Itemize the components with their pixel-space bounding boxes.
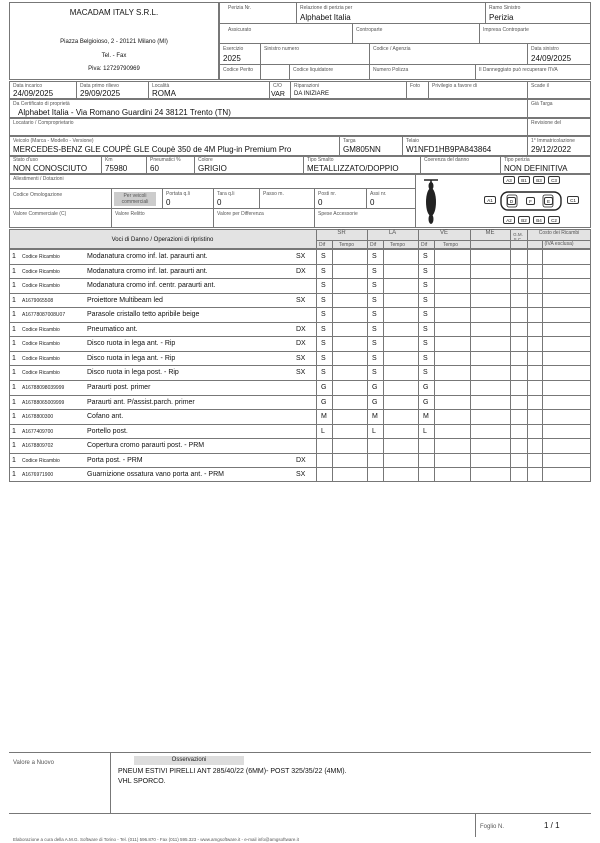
divider (76, 81, 77, 99)
perizia-nr-label: Perizia Nr. (228, 5, 252, 11)
divider (475, 64, 476, 80)
row-code: A16778087008U07 (22, 312, 66, 319)
diagram-box-a2: A2 (503, 216, 515, 224)
divider (289, 64, 290, 80)
divider (485, 2, 486, 23)
assi-value: 0 (370, 198, 375, 207)
row-qty: 1 (12, 253, 16, 260)
dif-la: Dif (370, 242, 377, 248)
divider (527, 118, 528, 136)
row-qty: 1 (12, 413, 16, 421)
row-code: Codice Ricambio (22, 370, 60, 377)
diagram-box-c3: C3 (548, 176, 560, 184)
dif-ve: Dif (421, 242, 428, 248)
table-title: Voci di Danno / Operazioni di ripristino (111, 237, 214, 243)
divider (527, 99, 528, 118)
tara-value: 0 (217, 198, 222, 207)
row-qty: 1 (12, 456, 16, 464)
row-code: Codice Ricambio (22, 268, 60, 275)
row-sr: S (321, 325, 326, 333)
divider (527, 81, 528, 99)
numero-polizza-label: Numero Polizza (373, 67, 409, 73)
valore-commerciale-label: Valore Commerciale (C) (13, 211, 67, 217)
localita-value: ROMA (152, 89, 176, 98)
riparazioni-value: DA INIZIARE (294, 91, 330, 97)
data-incarico-label: Data incarico (13, 83, 43, 89)
targa-value: GM805NN (343, 145, 381, 154)
group-sr: SR (337, 230, 346, 236)
tipo-perizia-label: Tipo perizia (504, 157, 530, 163)
row-code: Codice Ricambio (22, 355, 60, 362)
colore-label: Colore (198, 157, 213, 163)
data-sinistro-label: Data sinistro (531, 46, 559, 52)
controparte-label: Controparte (356, 27, 383, 33)
veicolo-value: MERCEDES-BENZ GLE COUPÈ GLE Coupè 350 de 4M Plug-in Premium Pro (13, 145, 292, 154)
osservazioni-label: Osservazioni (171, 757, 207, 763)
coerenza-label: Coerenza del danno (424, 157, 470, 163)
row-qty: 1 (12, 340, 16, 348)
row-description: Modanatura cromo inf. centr. paraurti ant. (87, 282, 216, 290)
km-value: 75980 (105, 164, 128, 173)
row-la: S (372, 340, 377, 348)
row-qty: 1 (12, 354, 16, 362)
group-me: ME (485, 230, 495, 236)
divider (316, 240, 591, 241)
row-code: A1678800300 (22, 414, 54, 421)
divider (9, 208, 415, 209)
localita-label: Località (152, 83, 170, 89)
divider (406, 81, 407, 99)
data-primo-label: Data primo rilievo (80, 83, 119, 89)
row-ve: S (423, 369, 428, 377)
passo-label: Passo m. (263, 191, 284, 197)
divider (314, 188, 315, 228)
row-code: A1677409700 (22, 428, 54, 435)
gia-targa-label: Già Targa (531, 101, 553, 107)
row-side: DX (296, 340, 306, 348)
divider (479, 23, 480, 43)
divider (9, 813, 591, 814)
smalto-label: Tipo Smalto (307, 157, 334, 163)
danneggiato-label: Il Danneggiato può recuperare l'IVA (479, 67, 558, 73)
veicoli-commerciali-label: Per veicoli commerciali (121, 193, 149, 205)
colore-value: GRIGIO (198, 164, 227, 173)
row-qty: 1 (12, 325, 16, 333)
row-code: A16788098039999 (22, 385, 65, 392)
row-side: DX (296, 456, 306, 464)
row-qty: 1 (12, 296, 16, 304)
tempo-la: Tempo (390, 242, 406, 248)
row-sr: S (321, 311, 326, 319)
row-description: Disco ruota in lega post. - Rip (87, 369, 179, 377)
row-side: DX (296, 267, 306, 275)
row-description: Disco ruota in lega ant. - Rip (87, 340, 176, 348)
group-ve: VE (439, 230, 448, 236)
diagram-box-c2: C2 (548, 216, 560, 224)
row-sr: S (321, 267, 326, 275)
row-la: S (372, 267, 377, 275)
co-value: VAR (271, 91, 285, 98)
divider (194, 156, 195, 174)
elaborazione-text: Elaborazione a cura della A.M.G. Software di Torino - Tel. (011) 596.870 - Fax (011) 595.323 - www.amgsoftware.it - e-mail info@amgsoftware.it (13, 837, 299, 842)
diagram-box-d: D (507, 197, 516, 205)
telaio-label: Telaio (406, 138, 420, 144)
osservazioni-line1: PNEUM ESTIVI PIRELLI ANT 285/40/22 (6MM)- POST 325/35/22 (4MM). (118, 768, 347, 775)
divider (296, 2, 297, 23)
relazione-value: Alphabet Italia (300, 13, 351, 22)
row-la: S (372, 325, 377, 333)
row-code: Codice Ricambio (22, 254, 60, 260)
divider (415, 174, 416, 228)
row-description: Portello post. (87, 427, 128, 435)
divider (260, 43, 261, 80)
row-la: S (372, 296, 377, 304)
row-ve: G (423, 384, 429, 392)
portata-label: Portata q.li (166, 191, 190, 197)
divider (269, 81, 270, 99)
row-la: S (372, 282, 377, 290)
row-ve: L (423, 427, 427, 435)
divider (527, 136, 528, 156)
divider (110, 752, 111, 813)
foto-label: Foto (410, 83, 421, 89)
row-description: Proiettore Multibeam led (87, 296, 163, 304)
group-la: LA (388, 230, 397, 236)
row-ve: S (423, 296, 428, 304)
gms-label: G.M. S.C. (513, 232, 523, 242)
diagram-box-f: F (526, 197, 535, 205)
data-incarico-value: 24/09/2025 (13, 89, 54, 98)
impresa-label: Impresa Controparte (483, 27, 529, 33)
row-ve: M (423, 413, 429, 421)
data-sinistro-value: 24/09/2025 (531, 54, 572, 63)
row-sr: S (321, 282, 326, 290)
row-ve: S (423, 325, 428, 333)
diagram-box-b4: B4 (533, 216, 545, 224)
riparazioni-label: Riparazioni (294, 83, 320, 89)
tempo-sr: Tempo (339, 242, 355, 248)
row-qty: 1 (12, 442, 16, 450)
car-damage-diagram (480, 175, 584, 227)
row-qty: 1 (12, 384, 16, 392)
pneumatici-value: 60 (150, 164, 159, 173)
divider (366, 188, 367, 208)
esercizio-label: Esercizio (223, 46, 244, 52)
locatario-label: Locatario / Comproprietario (13, 120, 74, 126)
row-description: Guarnizione ossatura vano porta ant. - PRM (87, 471, 224, 479)
row-qty: 1 (12, 471, 16, 479)
row-ve: S (423, 253, 428, 260)
esercizio-value: 2025 (223, 54, 241, 63)
row-sr: M (321, 413, 327, 421)
row-side: SX (296, 471, 306, 479)
row-description: Modanatura cromo inf. lat. paraurti ant. (87, 267, 208, 275)
row-description: Paraurti ant. P/assist.parch. primer (87, 398, 195, 406)
osservazioni-line2: VHL SPORCO. (118, 778, 166, 785)
data-primo-value: 29/09/2025 (80, 89, 121, 98)
immatricolazione-label: 1° Immatricolazione (531, 138, 575, 144)
proprieta-value: Alphabet Italia - Via Romano Guardini 24 38121 Trento (TN) (18, 108, 231, 117)
stato-uso-value: NON CONOSCIUTO (13, 164, 88, 173)
iva-esclusa-label: (IVA esclusa) (544, 241, 574, 247)
tempo-ve: Tempo (443, 242, 459, 248)
row-qty: 1 (12, 398, 16, 406)
divider (303, 156, 304, 174)
row-sr: G (321, 398, 327, 406)
divider (219, 64, 591, 65)
motorcycle-icon (418, 176, 444, 226)
privilegio-label: Privilegio a favore di (432, 83, 478, 89)
omologazione-label: Codice Omologazione (13, 192, 63, 198)
spese-accessorie-label: Spese Accessorie (318, 211, 358, 217)
company-name: MACADAM ITALY S.R.L. (69, 8, 159, 17)
divider (219, 23, 591, 24)
foglio-label: Foglio N. (480, 824, 505, 830)
row-sr: S (321, 369, 326, 377)
divider (428, 81, 429, 99)
row-side: SX (296, 296, 306, 304)
divider (111, 188, 112, 228)
divider (420, 156, 421, 174)
row-code: A16788065009999 (22, 399, 65, 406)
veicolo-label: Veicolo (Marca - Modello - Versione) (13, 138, 94, 144)
divider (402, 136, 403, 156)
row-sr: S (321, 354, 326, 362)
divider (527, 43, 528, 64)
row-qty: 1 (12, 282, 16, 290)
stato-uso-label: Stato d'uso (13, 157, 38, 163)
divider (213, 188, 214, 228)
relazione-label: Relazione di perizia per (300, 5, 353, 11)
dif-sr: Dif (319, 242, 326, 248)
scadenza-label: Scade il (531, 83, 549, 89)
portata-value: 0 (166, 198, 171, 207)
posti-value: 0 (318, 198, 323, 207)
row-code: Codice Ricambio (22, 326, 60, 333)
row-ve: S (423, 282, 428, 290)
diagram-box-b3: B3 (533, 176, 545, 184)
row-code: Codice Ricambio (22, 457, 60, 464)
foglio-value: 1 / 1 (544, 821, 560, 830)
valore-differenza-label: Valore per Differenza (217, 211, 264, 217)
sinistro-label: Sinistro numero (264, 46, 300, 52)
row-sr: S (321, 296, 326, 304)
row-side: SX (296, 369, 306, 377)
pneumatici-label: Pneumatici % (150, 157, 181, 163)
row-ve: S (423, 267, 428, 275)
row-sr: G (321, 384, 327, 392)
row-ve: S (423, 354, 428, 362)
tipo-perizia-value: NON DEFINITIVA (504, 164, 568, 173)
row-sr: L (321, 427, 325, 435)
divider (101, 156, 102, 174)
codice-liquidatore-label: Codice liquidatore (293, 67, 334, 73)
divider (475, 813, 476, 837)
row-la: S (372, 311, 377, 319)
divider (162, 188, 163, 208)
company-address: Piazza Belgioioso, 2 - 20121 Milano (MI) (60, 39, 168, 45)
divider (146, 156, 147, 174)
row-qty: 1 (12, 267, 16, 275)
diagram-box-a3: A3 (503, 176, 515, 184)
diagram-box-b1: B1 (518, 176, 530, 184)
row-sr: S (321, 340, 326, 348)
diagram-box-b2: B2 (518, 216, 530, 224)
diagram-box-c1: C1 (567, 196, 579, 204)
company-tel-fax: Tel. - Fax (101, 53, 127, 59)
divider (259, 188, 260, 208)
row-la: L (372, 427, 376, 435)
diagram-box-a1: A1 (484, 196, 496, 204)
posti-label: Posti nr. (318, 191, 337, 197)
row-description: Parasole cristallo tetto apribile beige (87, 311, 200, 319)
row-description: Porta post. - PRM (87, 456, 143, 464)
row-description: Paraurti post. primer (87, 384, 151, 392)
row-description: Pneumatico ant. (87, 325, 138, 333)
codice-perito-label: Codice Perito (223, 67, 254, 73)
row-code: Codice Ricambio (22, 283, 60, 290)
row-description: Copertura cromo paraurti post. - PRM (87, 442, 205, 450)
row-description: Disco ruota in lega ant. - Rip (87, 354, 176, 362)
row-la: S (372, 253, 377, 260)
row-ve: S (423, 311, 428, 319)
divider (500, 156, 501, 174)
km-label: Km (105, 157, 113, 163)
proprieta-label: Da Certificato di proprietà (13, 101, 70, 107)
smalto-value: METALLIZZATO/DOPPIO (307, 164, 399, 173)
row-ve: G (423, 398, 429, 406)
row-code: Codice Ricambio (22, 341, 60, 348)
ramo-label: Ramo Sinistro (489, 5, 521, 11)
divider (9, 188, 415, 189)
assicurato-label: Assicurato (228, 27, 252, 33)
row-side: SX (296, 354, 306, 362)
codice-agenzia-label: Codice / Agenzia (373, 46, 411, 52)
immatricolazione-value: 29/12/2022 (531, 145, 572, 154)
divider (352, 23, 353, 43)
company-piva: Piva: 12729790969 (88, 66, 140, 72)
valore-nuovo-label: Valore a Nuovo (13, 760, 54, 766)
telaio-value: W1NFD1HB9PA843864 (406, 145, 492, 154)
row-la: M (372, 413, 378, 421)
valore-relitto-label: Valore Relitto (115, 211, 145, 217)
row-description: Modanatura cromo inf. lat. paraurti ant. (87, 253, 208, 260)
row-la: S (372, 354, 377, 362)
row-code: A1676971900 (22, 472, 54, 479)
assi-label: Assi nr. (370, 191, 387, 197)
diagram-box-e: E (544, 197, 553, 205)
row-qty: 1 (12, 427, 16, 435)
co-label: C/O (273, 83, 282, 89)
row-la: G (372, 384, 378, 392)
row-qty: 1 (12, 369, 16, 377)
divider (290, 81, 291, 99)
row-code: A1678809702 (22, 443, 54, 450)
divider (9, 752, 591, 753)
row-la: G (372, 398, 378, 406)
row-side: SX (296, 253, 306, 260)
divider (219, 43, 591, 44)
row-side: DX (296, 325, 306, 333)
row-ve: S (423, 340, 428, 348)
costo-ricambi-label: Costo dei Ricambi (538, 230, 580, 236)
locatario-row (9, 118, 591, 136)
row-qty: 1 (12, 311, 16, 319)
row-la: S (372, 369, 377, 377)
row-sr: S (321, 253, 326, 260)
divider (339, 136, 340, 156)
targa-label: Targa (343, 138, 356, 144)
revisione-label: Revisione del (531, 120, 562, 126)
row-description: Cofano ant. (87, 413, 124, 421)
tara-label: Tara q.li (217, 191, 235, 197)
row-code: A1679065508 (22, 297, 54, 304)
divider (369, 43, 370, 80)
divider (148, 81, 149, 99)
ramo-value: Perizia (489, 13, 514, 22)
allestimenti-label: Allestimenti / Dotazioni (13, 176, 64, 182)
